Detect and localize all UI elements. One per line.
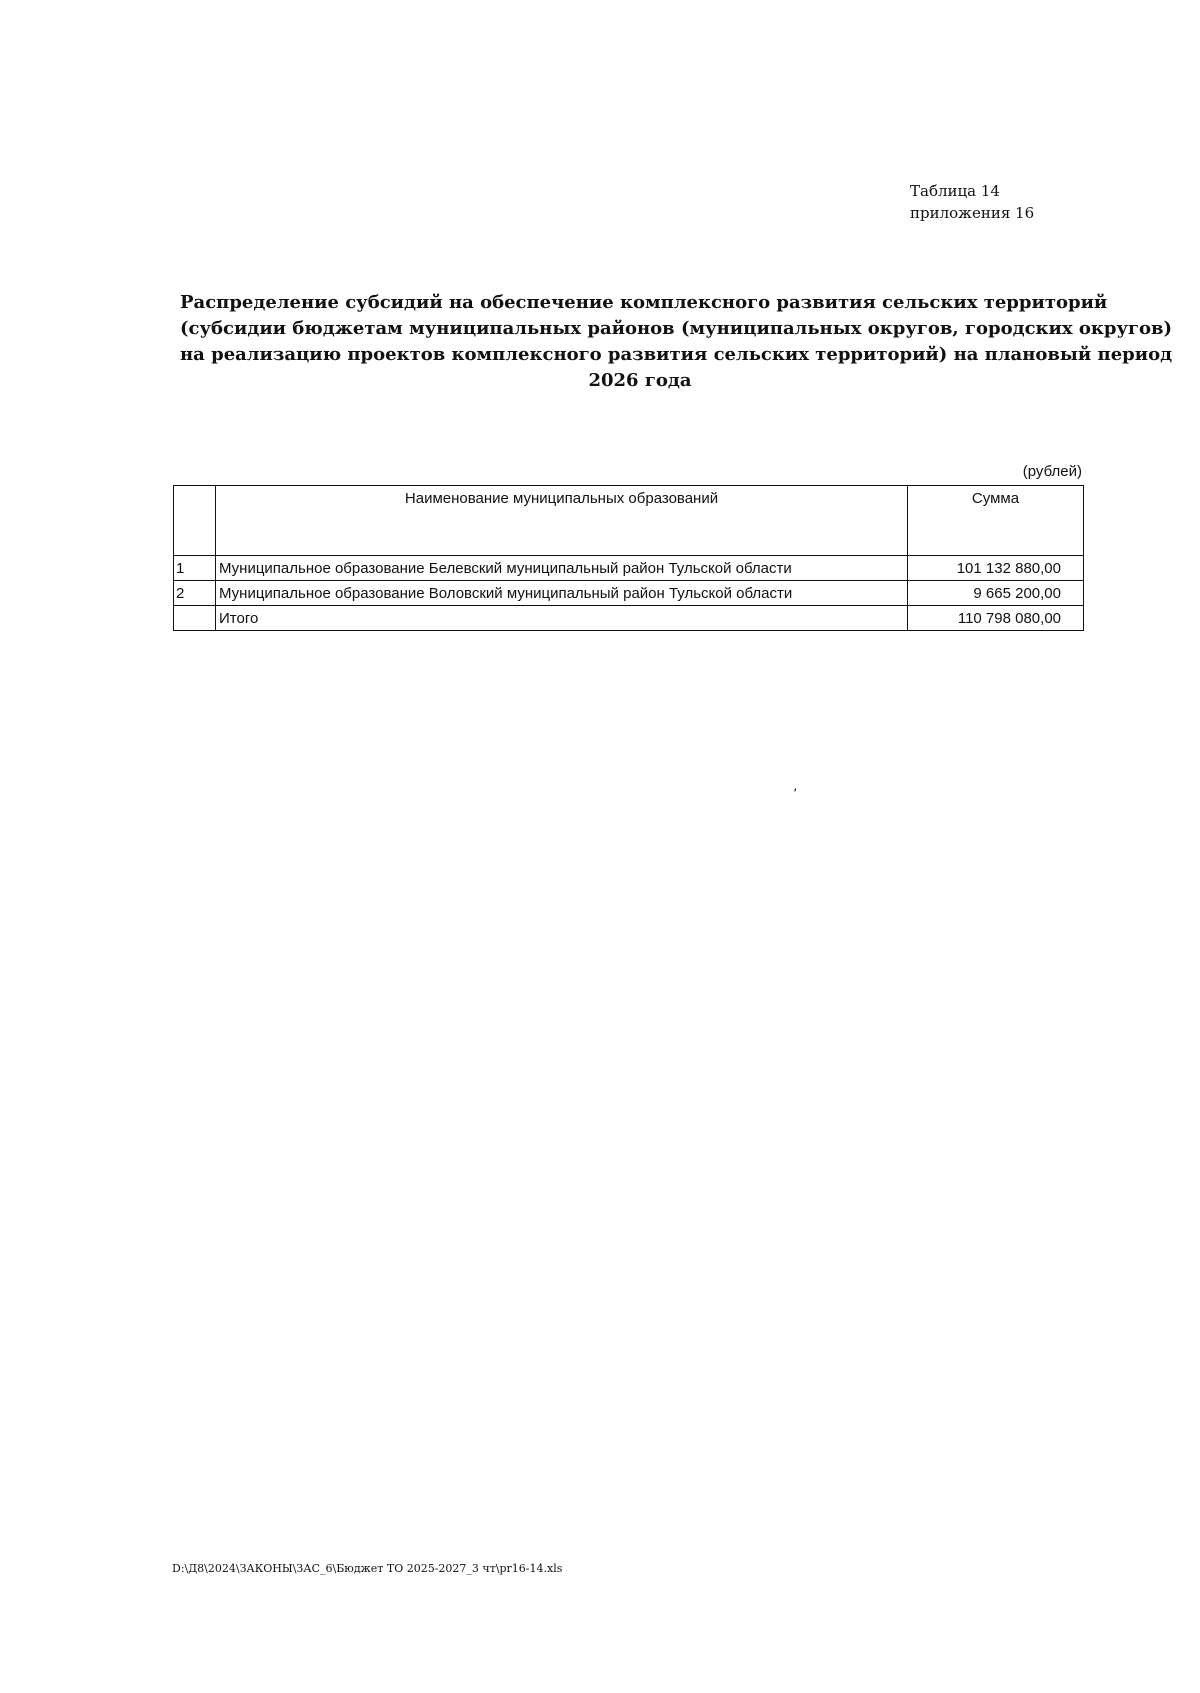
total-number-cell: [174, 606, 216, 631]
appendix-label: приложения 16: [910, 204, 1035, 222]
row-name-cell: Муниципальное образование Воловский муниципальный район Тульской области: [216, 581, 908, 606]
table-label: Таблица 14: [910, 182, 1000, 200]
header-amount-cell: Сумма: [908, 486, 1084, 556]
stray-mark: ': [793, 785, 796, 801]
table-total-row: [174, 606, 1084, 631]
row-amount-cell: 101 132 880,00: [908, 556, 1084, 581]
title-line-2: (субсидии бюджетам муниципальных районов (муниципальных округов, городских округов): [180, 318, 1173, 339]
header-number-cell: [174, 486, 216, 556]
table-row: [174, 556, 1084, 581]
document-title: [180, 290, 1173, 394]
title-line-1: Распределение субсидий на обеспечение комплексного развития сельских территорий: [180, 292, 1108, 313]
table-reference: [910, 180, 1034, 224]
header-name-cell: Наименование муниципальных образований: [216, 486, 908, 556]
row-number-cell: 2: [174, 581, 216, 606]
total-name-cell: Итого: [216, 606, 908, 631]
row-name-cell: Муниципальное образование Белевский муниципальный район Тульской области: [216, 556, 908, 581]
subsidy-table: [173, 485, 1084, 631]
units-label: (рублей): [1022, 463, 1082, 480]
title-line-4: 2026 года: [588, 370, 692, 391]
total-amount-cell: 110 798 080,00: [908, 606, 1084, 631]
table-row: [174, 581, 1084, 606]
file-path-footer: D:\Д8\2024\ЗАКОНЫ\ЗАС_6\Бюджет ТО 2025-2027_3 чт\pr16-14.xls: [172, 1562, 563, 1575]
table-header-row: [174, 486, 1084, 556]
row-amount-cell: 9 665 200,00: [908, 581, 1084, 606]
title-line-3: на реализацию проектов комплексного развития сельских территорий) на плановый период: [180, 344, 1173, 365]
row-number-cell: 1: [174, 556, 216, 581]
